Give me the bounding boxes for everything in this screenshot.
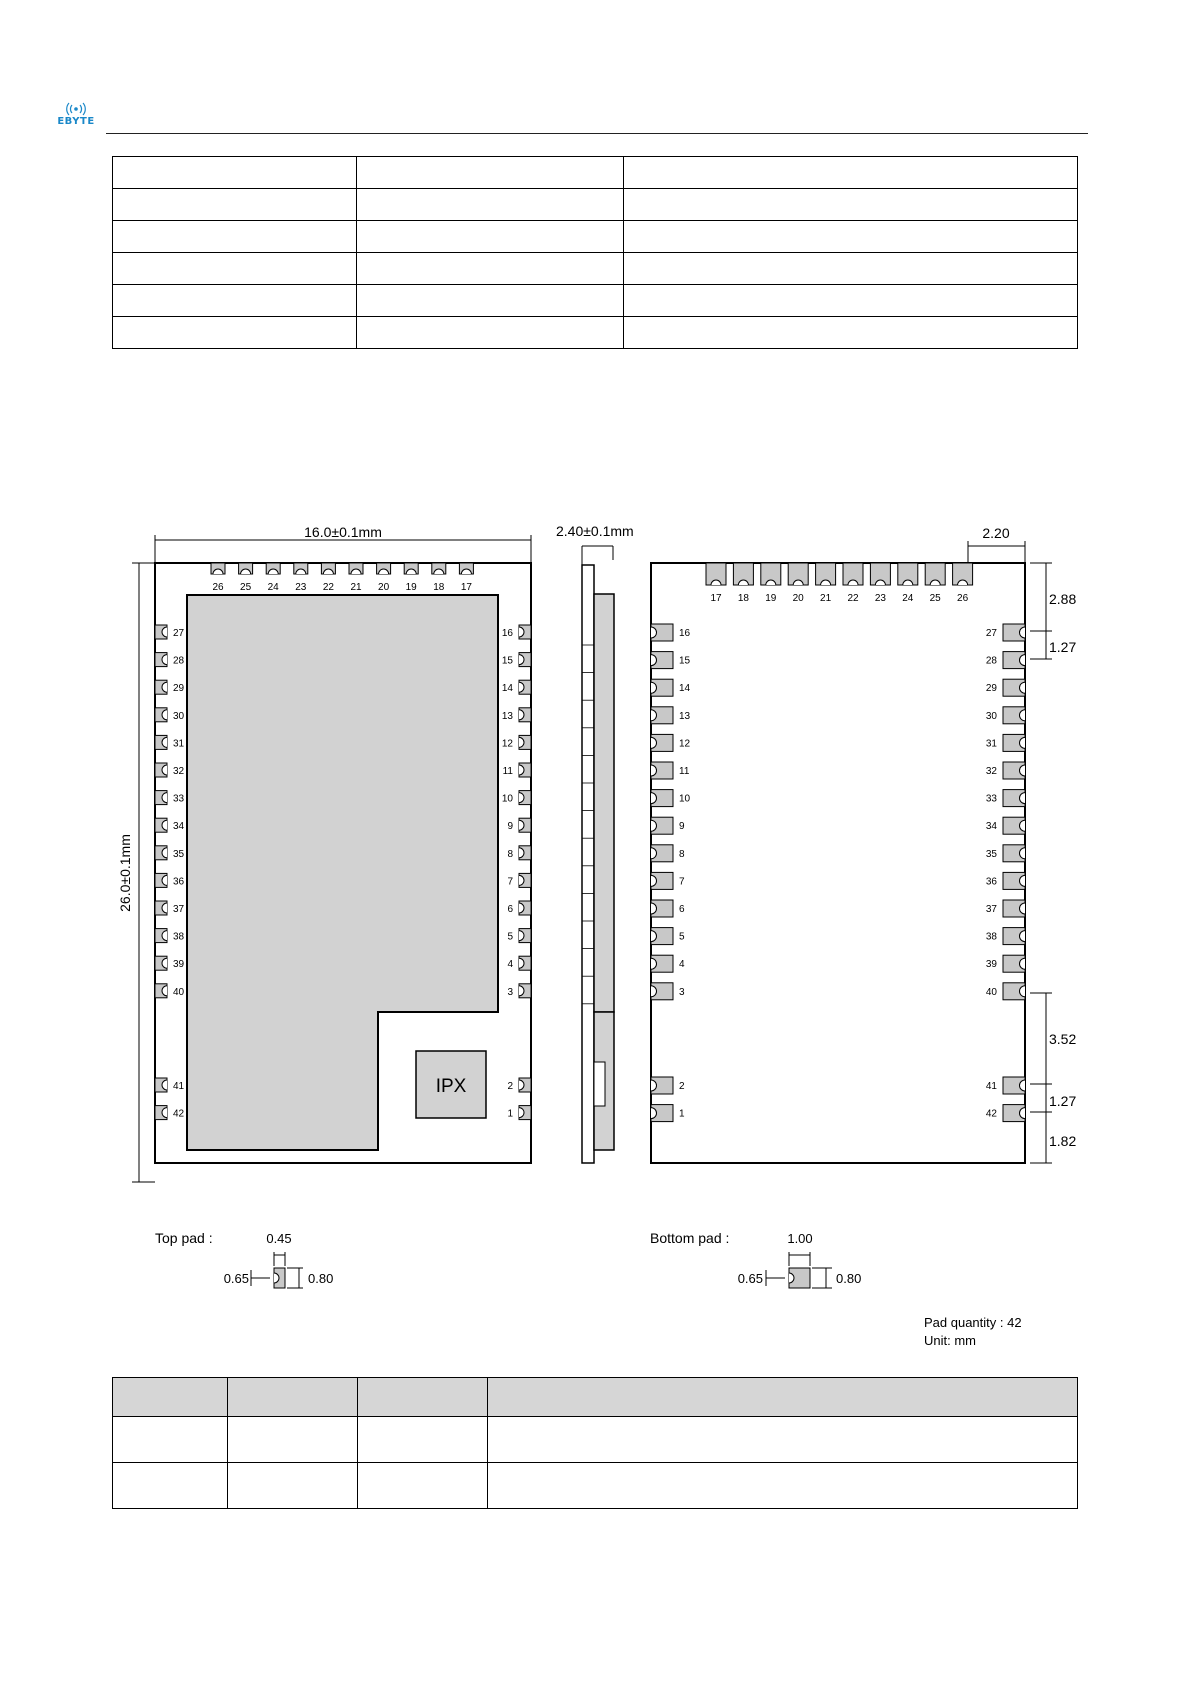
pin-label: 25: [929, 593, 941, 604]
table-cell: [113, 1463, 228, 1509]
pin-label: 13: [501, 710, 513, 722]
pin-label: 18: [433, 582, 445, 593]
bottom-view: [651, 525, 1076, 1163]
pin-label: 22: [322, 582, 334, 593]
pin-label: 38: [173, 931, 185, 943]
table-cell: [487, 1417, 1077, 1463]
dimension-label: 2.20: [982, 525, 1010, 541]
shield-side: [594, 594, 614, 1012]
dimension-label: 1.82: [1049, 1133, 1077, 1149]
pin-label: 15: [679, 655, 691, 667]
dimension-label: 0.45: [266, 1231, 292, 1246]
pin-label: 1: [507, 1108, 513, 1120]
pin-label: 11: [679, 766, 690, 777]
table-cell: [487, 1463, 1077, 1509]
pin-label: 35: [985, 848, 997, 860]
dimension-label: 2.88: [1049, 591, 1077, 607]
bottom-table: [112, 1377, 1078, 1509]
table-header-row: [113, 1378, 1078, 1417]
dimension-label: 2.40±0.1mm: [556, 523, 634, 539]
dimension-label: 0.80: [836, 1271, 862, 1286]
pin-label: 12: [501, 738, 513, 750]
pin-label: 35: [173, 848, 185, 860]
pad-label: Top pad :: [155, 1230, 213, 1246]
pin-label: 18: [737, 593, 749, 604]
pin-label: 39: [173, 959, 185, 971]
pin-label: 21: [820, 593, 832, 604]
table-cell: [227, 1417, 357, 1463]
pin-label: 37: [173, 904, 185, 915]
pin-label: 7: [679, 876, 685, 888]
pin-label: 29: [173, 683, 185, 695]
pin-label: 27: [173, 628, 185, 639]
pin-label: 9: [679, 821, 685, 833]
pin-label: 10: [501, 793, 513, 805]
dimension-label: 0.80: [308, 1271, 334, 1286]
dimension-label: 3.52: [1049, 1031, 1077, 1047]
pin-label: 25: [240, 582, 252, 593]
pin-label: 2: [679, 1081, 685, 1092]
dimension-label: 0.65: [223, 1271, 249, 1286]
pin-label: 33: [985, 793, 997, 805]
pin-label: 26: [212, 582, 224, 593]
pin-label: 4: [679, 959, 685, 971]
pin-label: 12: [679, 738, 691, 750]
pin-label: 24: [902, 593, 914, 604]
pin-label: 31: [985, 738, 997, 750]
pin-label: 17: [710, 593, 722, 604]
side-view: [556, 523, 634, 1163]
pin-label: 15: [501, 655, 513, 667]
pin-label: 16: [679, 628, 691, 639]
pin-label: 32: [985, 766, 997, 777]
pin-label: 8: [679, 848, 685, 860]
pin-label: 30: [173, 710, 185, 722]
dimension-label: 16.0±0.1mm: [304, 524, 382, 540]
pin-label: 13: [679, 710, 691, 722]
pin-label: 8: [507, 848, 513, 860]
top-view: [117, 524, 531, 1182]
pin-label: 27: [985, 628, 997, 639]
pin-label: 31: [173, 738, 185, 750]
pin-label: 19: [405, 582, 417, 593]
module-outline: [651, 563, 1025, 1163]
table-cell: [227, 1463, 357, 1509]
pin-label: 33: [173, 793, 185, 805]
pin-label: 42: [173, 1108, 185, 1120]
dimension-label: 1.27: [1049, 639, 1077, 655]
pin-label: 41: [173, 1081, 185, 1092]
table-cell: [113, 1417, 228, 1463]
pin-label: 4: [507, 959, 513, 971]
pin-label: 10: [679, 793, 691, 805]
table-header-cell: [227, 1378, 357, 1417]
pin-label: 5: [679, 931, 685, 943]
connector-label: IPX: [435, 1076, 467, 1097]
dimension-label: 1.00: [787, 1231, 813, 1246]
pin-label: 20: [792, 593, 804, 604]
pin-label: 1: [679, 1108, 685, 1120]
pin-label: 32: [173, 766, 185, 777]
pin-label: 29: [985, 683, 997, 695]
dimension-label: 26.0±0.1mm: [117, 834, 133, 912]
pad-label: Bottom pad :: [650, 1230, 730, 1246]
pin-label: 14: [501, 683, 513, 695]
pin-label: 37: [985, 904, 997, 915]
connector-side: [594, 1062, 605, 1106]
pad-detail: [155, 1230, 1022, 1348]
pin-label: 34: [173, 821, 185, 833]
pad-quantity: Pad quantity : 42: [924, 1315, 1022, 1330]
pin-label: 24: [267, 582, 279, 593]
pin-label: 23: [295, 582, 307, 593]
dimension-label: 1.27: [1049, 1093, 1077, 1109]
pcb-edge: [582, 565, 594, 1163]
table-header-cell: [357, 1378, 487, 1417]
pin-label: 36: [173, 876, 185, 888]
pin-label: 30: [985, 710, 997, 722]
pin-label: 23: [874, 593, 886, 604]
pin-label: 11: [502, 766, 513, 777]
logo-text: EBYTE: [57, 116, 95, 127]
pin-label: 36: [985, 876, 997, 888]
pin-label: 39: [985, 959, 997, 971]
pin-label: 34: [985, 821, 997, 833]
pin-label: 17: [460, 582, 472, 593]
table-header-cell: [113, 1378, 228, 1417]
pin-label: 5: [507, 931, 513, 943]
table-header-cell: [487, 1378, 1077, 1417]
pin-label: 42: [985, 1108, 997, 1120]
dimension-label: 0.65: [737, 1271, 763, 1286]
pin-label: 3: [507, 986, 513, 998]
pin-label: 2: [507, 1081, 513, 1092]
pin-label: 9: [507, 821, 513, 833]
pin-label: 6: [679, 904, 685, 915]
table-cell: [357, 1463, 487, 1509]
pin-label: 14: [679, 683, 691, 695]
pin-label: 21: [350, 582, 362, 593]
pin-label: 16: [501, 628, 513, 639]
pin-label: 26: [957, 593, 969, 604]
table-row: [113, 1417, 1078, 1463]
pin-label: 28: [985, 655, 997, 667]
pin-label: 19: [765, 593, 777, 604]
pin-label: 41: [985, 1081, 997, 1092]
pin-label: 7: [507, 876, 513, 888]
pin-label: 3: [679, 986, 685, 998]
unit-label: Unit: mm: [924, 1333, 976, 1348]
pin-label: 38: [985, 931, 997, 943]
pin-label: 40: [173, 986, 185, 998]
pin-label: 20: [378, 582, 390, 593]
table-cell: [357, 1417, 487, 1463]
pin-label: 22: [847, 593, 859, 604]
pin-label: 40: [985, 986, 997, 998]
pin-label: 28: [173, 655, 185, 667]
table-row: [113, 1463, 1078, 1509]
pin-label: 6: [507, 904, 513, 915]
